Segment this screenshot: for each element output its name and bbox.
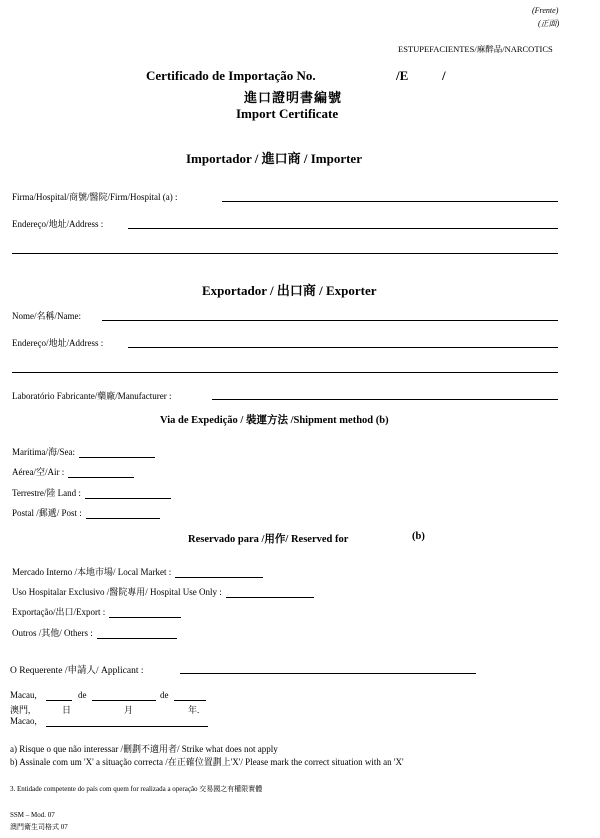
shipment-air-row xyxy=(12,465,134,478)
reserved-b: (b) xyxy=(412,531,425,542)
shipment-air-label: Aérea/空/Air : xyxy=(12,467,65,477)
date-de1: de xyxy=(78,690,87,700)
certificate-number-slash: / xyxy=(442,68,446,83)
date-day-field[interactable] xyxy=(46,700,72,701)
reserved-local-field[interactable] xyxy=(175,569,263,578)
importer-firm-field[interactable] xyxy=(222,201,558,202)
manufacturer-label: Laboratório Fabricante/藥廠/Manufacturer : xyxy=(12,391,172,401)
reserved-others-row xyxy=(12,626,177,639)
shipment-sea-field[interactable] xyxy=(79,449,155,458)
importer-firm-label: Firma/Hospital/商號/醫院/Firm/Hospital (a) : xyxy=(12,192,178,202)
date-day-cn: 日 xyxy=(62,705,72,715)
reserved-hospital-field[interactable] xyxy=(226,589,314,598)
date-macau-label: Macau, xyxy=(10,690,37,700)
shipment-post-field[interactable] xyxy=(86,510,160,519)
shipment-air-field[interactable] xyxy=(68,469,134,478)
shipment-land-label: Terrestre/陸 Land : xyxy=(12,488,81,498)
reserved-others-label: Outros /其他/ Others : xyxy=(12,628,93,638)
reserved-hospital-row xyxy=(12,585,314,598)
shipment-sea-label: Marítima/海/Sea: xyxy=(12,447,75,457)
manufacturer-field[interactable] xyxy=(212,399,558,400)
shipment-land-field[interactable] xyxy=(85,490,171,499)
footer-mod-cn: 澳門衛生司格式 07 xyxy=(10,823,68,831)
date-year-field[interactable] xyxy=(174,700,206,701)
shipment-heading: Via de Expedição / 裝運方法 /Shipment method (b) xyxy=(160,415,389,426)
date-macao-label: Macao, xyxy=(10,716,37,726)
certificate-number-e: /E xyxy=(396,68,409,83)
narcotics-label: ESTUPEFACIENTES/麻醉品/NARCOTICS xyxy=(398,44,553,54)
front-label: (Frente) xyxy=(532,6,559,15)
note-b: b) Assinale com um 'X' a situação correcta /在正確位置劃上'X'/ Please mark the correct situation with an 'X' xyxy=(10,757,404,767)
date-month-cn: 月 xyxy=(124,705,134,715)
footer-mod: SSM – Mod. 07 xyxy=(10,811,55,819)
exporter-name-label: Nome/名稱/Name: xyxy=(12,311,81,321)
shipment-land-row xyxy=(12,486,171,499)
reserved-local-label: Mercado Interno /本地市場/ Local Market : xyxy=(12,567,172,577)
reserved-others-field[interactable] xyxy=(97,630,177,639)
note-a: a) Risque o que não interessar /刪劃不適用者/ Strike what does not apply xyxy=(10,744,278,754)
note-3: 3. Entidade competente do país com quem for realizada a operação 交易國之有權限實體 xyxy=(10,785,263,793)
title-cn: 進口證明書編號 xyxy=(244,90,343,105)
shipment-post-label: Postal /郵遞/ Post : xyxy=(12,508,82,518)
importer-heading: Importador / 進口商 / Importer xyxy=(186,151,362,166)
applicant-field[interactable] xyxy=(180,673,476,674)
title-en: Import Certificate xyxy=(236,106,339,121)
reserved-export-label: Exportação/出口/Export : xyxy=(12,607,106,617)
importer-address-label: Endereço/地址/Address : xyxy=(12,219,104,229)
reserved-local-row xyxy=(12,565,263,578)
date-de2: de xyxy=(160,690,169,700)
certificate-number-title: Certificado de Importação No. xyxy=(146,68,316,83)
reserved-export-row xyxy=(12,605,181,618)
date-month-field[interactable] xyxy=(92,700,156,701)
exporter-heading: Exportador / 出口商 / Exporter xyxy=(202,283,377,298)
importer-address-field-2[interactable] xyxy=(12,253,558,254)
exporter-address-field-2[interactable] xyxy=(12,372,558,373)
front-label-cn: (正面) xyxy=(538,19,560,28)
exporter-name-field[interactable] xyxy=(102,320,558,321)
shipment-post-row xyxy=(12,506,160,519)
reserved-heading: Reservado para /用作/ Reserved for xyxy=(188,534,349,545)
shipment-sea-row xyxy=(12,445,155,458)
exporter-address-field[interactable] xyxy=(128,347,558,348)
exporter-address-label: Endereço/地址/Address : xyxy=(12,338,104,348)
reserved-hospital-label: Uso Hospitalar Exclusivo /醫院專用/ Hospital Use Only : xyxy=(12,587,222,597)
reserved-export-field[interactable] xyxy=(109,609,181,618)
applicant-label: O Requerente /申請人/ Applicant : xyxy=(10,666,144,676)
date-macao-field[interactable] xyxy=(46,726,208,727)
importer-address-field[interactable] xyxy=(128,228,558,229)
date-macau-cn: 澳門, xyxy=(10,705,31,715)
date-year-cn: 年. xyxy=(188,705,200,715)
